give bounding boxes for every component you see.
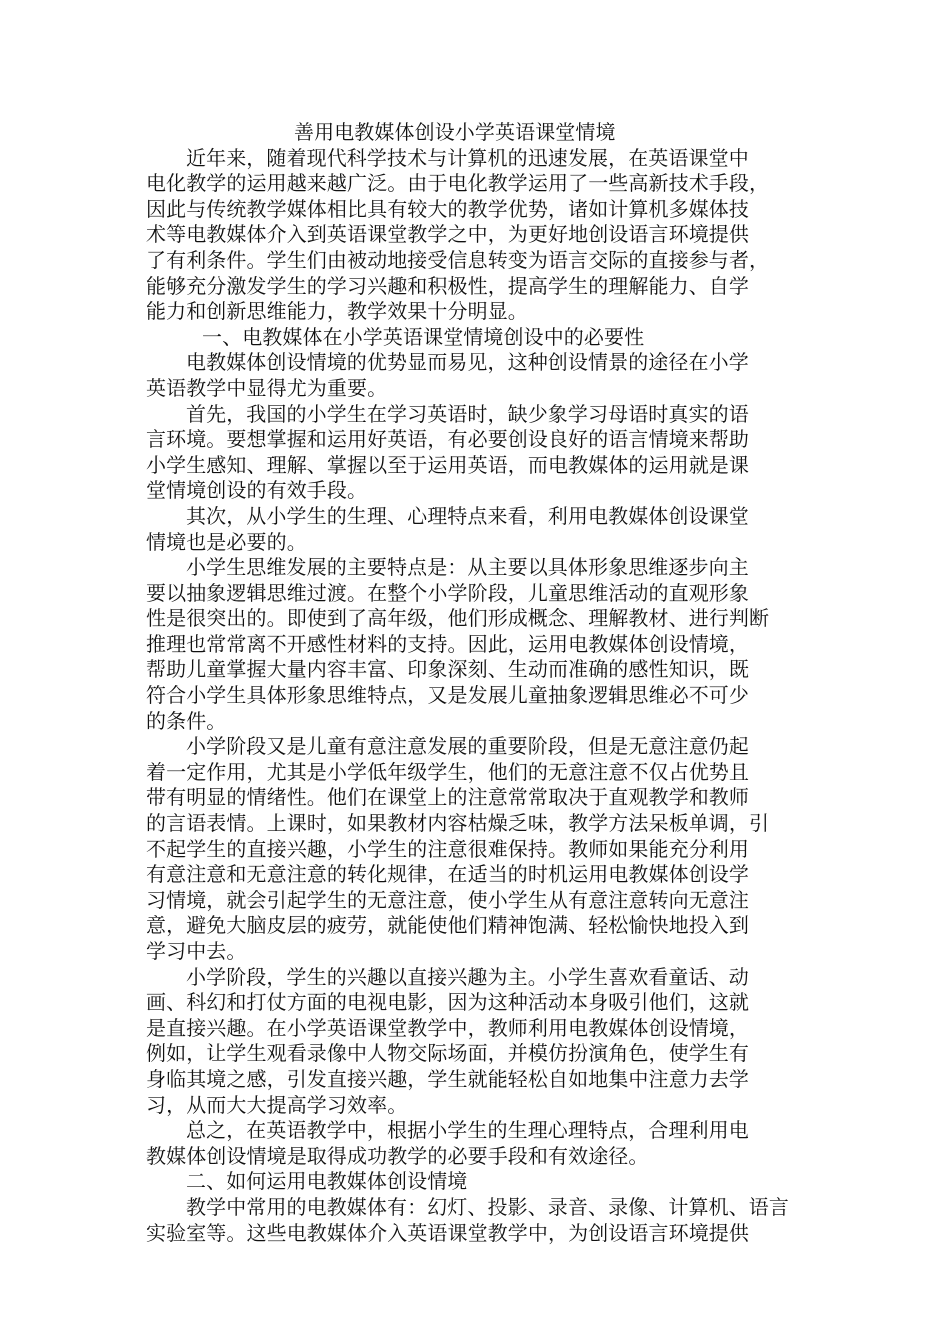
paragraph-line: 有意注意和无意注意的转化规律，在适当的时机运用电教媒体创设学 [146,862,749,887]
paragraph [146,734,816,964]
paragraph-line: 首先，我国的小学生在学习英语时，缺少象学习母语时真实的语 [186,401,749,426]
paragraph-line: 电教媒体创设情境的优势显而易见，这种创设情景的途径在小学 [186,350,749,375]
paragraph [146,504,816,555]
paragraph-line: 的条件。 [146,708,227,733]
document-body [146,120,816,1246]
paragraph-line: 例如，让学生观看录像中人物交际场面，并模仿扮演角色，使学生有 [146,1041,749,1066]
heading-text: 二、如何运用电教媒体创设情境 [186,1169,468,1194]
paragraph-line: 小学生思维发展的主要特点是：从主要以具体形象思维逐步向主 [186,555,749,580]
paragraph [146,555,816,734]
paragraph-line: 身临其境之感，引发直接兴趣，学生就能轻松自如地集中注意力去学 [146,1066,749,1091]
paragraph-line: 性是很突出的。即使到了高年级，他们形成概念、理解教材、进行判断 [146,606,770,631]
paragraph-line: 了有利条件。学生们由被动地接受信息转变为语言交际的直接参与者， [146,247,770,272]
document-title: 善用电教媒体创设小学英语课堂情境 [294,120,616,144]
paragraph-line: 其次，从小学生的生理、心理特点来看，利用电教媒体创设课堂 [186,503,749,528]
paragraph [146,402,816,504]
paragraph-line: 带有明显的情绪性。他们在课堂上的注意常常取决于直观教学和教师 [146,785,749,810]
paragraph-line: 教媒体创设情境是取得成功教学的必要手段和有效途径。 [146,1143,649,1168]
paragraph-line: 要以抽象逻辑思维过渡。在整个小学阶段，儿童思维活动的直观形象 [146,580,749,605]
section-heading [146,325,816,351]
paragraph [146,965,816,1119]
paragraph-line: 推理也常常离不开感性材料的支持。因此，运用电教媒体创设情境， [146,631,749,656]
paragraph-line: 学习中去。 [146,939,247,963]
paragraph-line: 着一定作用，尤其是小学低年级学生，他们的无意注意不仅占优势且 [146,759,749,784]
paragraph-line: 画、科幻和打仗方面的电视电影，因为这种活动本身吸引他们，这就 [146,990,749,1015]
paragraph [146,350,816,401]
paragraph-line: 不起学生的直接兴趣，小学生的注意很难保持。教师如果能充分利用 [146,836,749,861]
paragraph [146,1118,816,1169]
paragraph-line: 英语教学中显得尤为重要。 [146,375,388,400]
paragraph-line: 情境也是必要的。 [146,529,307,554]
paragraph-line: 堂情境创设的有效手段。 [146,478,368,503]
paragraph-line: 因此与传统教学媒体相比具有较大的教学优势，诸如计算机多媒体技 [146,196,749,221]
paragraph-line: 能力和创新思维能力，教学效果十分明显。 [146,299,528,324]
paragraph-line: 言环境。要想掌握和运用好英语，有必要创设良好的语言情境来帮助 [146,427,749,452]
paragraph-line: 实验室等。这些电教媒体介入英语课堂教学中，为创设语言环境提供 [146,1220,749,1245]
paragraph-line: 小学阶段又是儿童有意注意发展的重要阶段，但是无意注意仍起 [186,734,749,759]
paragraph-line: 能够充分激发学生的学习兴趣和积极性，提高学生的理解能力、自学 [146,273,749,298]
paragraph-line: 教学中常用的电教媒体有：幻灯、投影、录音、录像、计算机、语言 [186,1194,789,1219]
paragraph-line: 小学阶段，学生的兴趣以直接兴趣为主。小学生喜欢看童话、动 [186,964,749,989]
paragraph-line: 电化教学的运用越来越广泛。由于电化教学运用了一些高新技术手段， [146,171,770,196]
paragraph [146,1195,816,1246]
paragraph-line: 是直接兴趣。在小学英语课堂教学中，教师利用电教媒体创设情境， [146,1015,749,1040]
paragraph-line: 习，从而大大提高学习效率。 [146,1092,408,1117]
paragraph [146,146,816,325]
paragraph-line: 小学生感知、理解、掌握以至于运用英语，而电教媒体的运用就是课 [146,452,749,477]
paragraph-line: 总之，在英语教学中，根据小学生的生理心理特点，合理利用电 [186,1118,749,1143]
section-heading [146,1169,816,1195]
paragraph-line: 的言语表情。上课时，如果教材内容枯燥乏味，教学方法呆板单调，引 [146,811,770,836]
paragraph-line: 意，避免大脑皮层的疲劳，就能使他们精神饱满、轻松愉快地投入到 [146,913,749,938]
heading-text: 一、电教媒体在小学英语课堂情境创设中的必要性 [202,324,645,349]
paragraph-line: 近年来，随着现代科学技术与计算机的迅速发展，在英语课堂中 [186,145,749,170]
paragraph-line: 帮助儿童掌握大量内容丰富、印象深刻、生动而准确的感性知识，既 [146,657,749,682]
paragraph-line: 术等电教媒体介入到英语课堂教学之中，为更好地创设语言环境提供 [146,222,749,247]
paragraph-line: 习情境，就会引起学生的无意注意，使小学生从有意注意转向无意注 [146,887,749,912]
paragraph-line: 符合小学生具体形象思维特点，又是发展儿童抽象逻辑思维必不可少 [146,683,749,708]
